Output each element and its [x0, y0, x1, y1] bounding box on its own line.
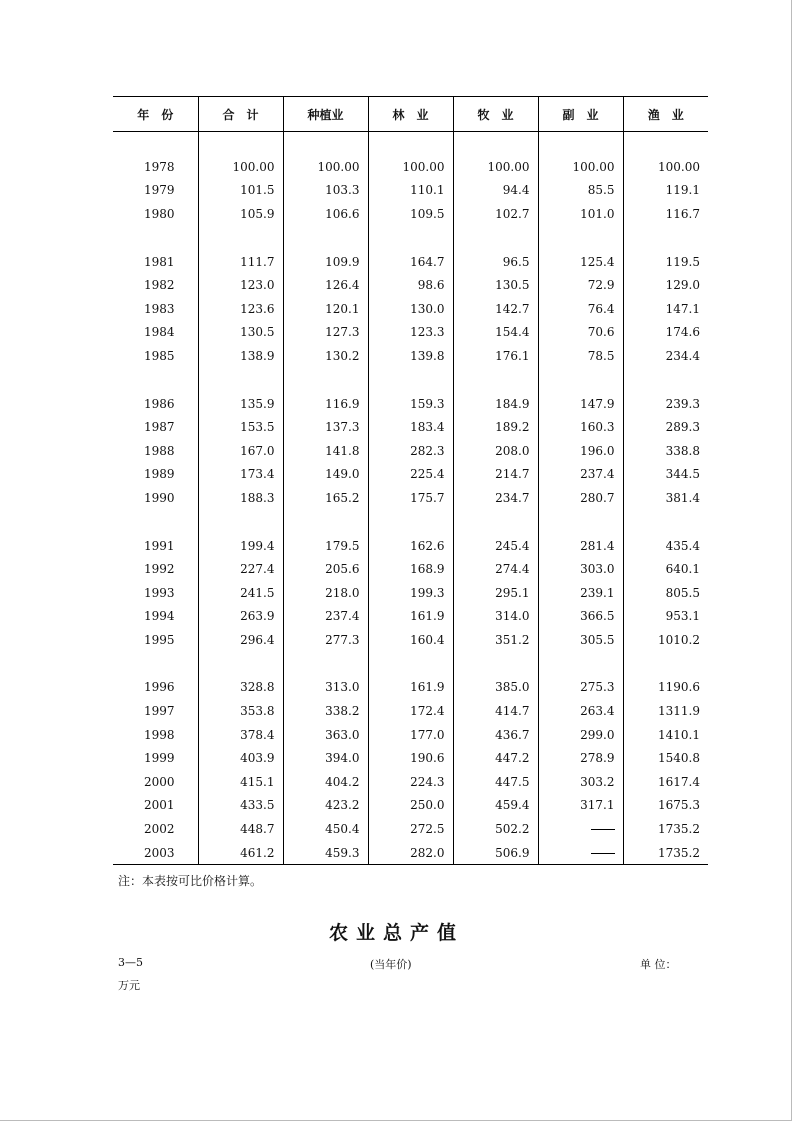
value-cell: 153.5	[198, 415, 283, 439]
table-row	[113, 179, 708, 203]
value-cell: 502.2	[453, 817, 538, 841]
year-cell: 1978	[143, 159, 175, 174]
value-cell: 239.1	[538, 581, 623, 605]
value-cell: 423.2	[283, 794, 368, 818]
column-header: 牧 业	[453, 97, 538, 132]
year-cell: 1998	[143, 727, 175, 742]
value-cell: 303.0	[538, 557, 623, 581]
value-cell: 164.7	[368, 250, 453, 274]
year-cell: 1990	[143, 490, 175, 505]
table-body	[113, 132, 708, 865]
table-row	[113, 486, 708, 510]
value-cell: 640.1	[623, 557, 708, 581]
table-row	[113, 817, 708, 841]
table-row	[113, 770, 708, 794]
column-header: 渔 业	[623, 97, 708, 132]
value-cell: 154.4	[453, 321, 538, 345]
value-cell: 303.2	[538, 770, 623, 794]
value-cell: 188.3	[198, 486, 283, 510]
value-cell: 127.3	[283, 321, 368, 345]
year-cell: 2001	[143, 798, 175, 813]
value-cell: 135.9	[198, 392, 283, 416]
group-spacer-row	[113, 368, 708, 392]
value-cell: 313.0	[283, 676, 368, 700]
value-cell: 147.9	[538, 392, 623, 416]
value-cell: 100.00	[368, 155, 453, 179]
value-cell: 296.4	[198, 628, 283, 652]
value-cell: 317.1	[538, 794, 623, 818]
value-cell: 130.0	[368, 297, 453, 321]
value-cell: 1735.2	[623, 817, 708, 841]
value-cell: 363.0	[283, 723, 368, 747]
value-cell: 274.4	[453, 557, 538, 581]
column-header: 合 计	[198, 97, 283, 132]
value-cell: 106.6	[283, 202, 368, 226]
group-spacer-row	[113, 652, 708, 676]
value-cell: 366.5	[538, 605, 623, 629]
value-cell: 109.5	[368, 202, 453, 226]
value-cell: 351.2	[453, 628, 538, 652]
table-row	[113, 415, 708, 439]
table-row	[113, 699, 708, 723]
group-spacer-row	[113, 510, 708, 534]
table-row	[113, 297, 708, 321]
value-cell: 338.2	[283, 699, 368, 723]
value-cell: 225.4	[368, 463, 453, 487]
value-cell: 130.5	[453, 273, 538, 297]
not-available-dash	[538, 817, 623, 841]
value-cell: 94.4	[453, 179, 538, 203]
value-cell: 435.4	[623, 534, 708, 558]
value-cell: 353.8	[198, 699, 283, 723]
value-cell: 142.7	[453, 297, 538, 321]
value-cell: 282.0	[368, 841, 453, 865]
table-row	[113, 746, 708, 770]
year-cell: 1981	[143, 254, 175, 269]
table-row	[113, 841, 708, 865]
table-row	[113, 557, 708, 581]
table-row	[113, 794, 708, 818]
value-cell: 241.5	[198, 581, 283, 605]
value-cell: 234.7	[453, 486, 538, 510]
year-cell: 1994	[143, 609, 175, 624]
year-cell: 1983	[143, 301, 175, 316]
year-cell: 1997	[143, 704, 175, 719]
group-spacer-row	[113, 132, 708, 156]
value-cell: 109.9	[283, 250, 368, 274]
table-row	[113, 155, 708, 179]
value-cell: 126.4	[283, 273, 368, 297]
value-cell: 100.00	[283, 155, 368, 179]
value-cell: 111.7	[198, 250, 283, 274]
value-cell: 160.4	[368, 628, 453, 652]
value-cell: 280.7	[538, 486, 623, 510]
year-cell: 1996	[143, 680, 175, 695]
table-row	[113, 605, 708, 629]
value-cell: 100.00	[453, 155, 538, 179]
value-cell: 100.00	[538, 155, 623, 179]
value-cell: 168.9	[368, 557, 453, 581]
price-basis: (当年价)	[370, 958, 412, 971]
table-row	[113, 581, 708, 605]
value-cell: 78.5	[538, 344, 623, 368]
value-cell: 1540.8	[623, 746, 708, 770]
value-cell: 147.1	[623, 297, 708, 321]
value-cell: 123.3	[368, 321, 453, 345]
table-note: 注：本表按可比价格计算。	[118, 874, 263, 888]
table-row	[113, 392, 708, 416]
table-row	[113, 463, 708, 487]
table-row	[113, 250, 708, 274]
value-cell: 103.3	[283, 179, 368, 203]
value-cell: 805.5	[623, 581, 708, 605]
value-cell: 141.8	[283, 439, 368, 463]
value-cell: 190.6	[368, 746, 453, 770]
value-cell: 76.4	[538, 297, 623, 321]
value-cell: 448.7	[198, 817, 283, 841]
value-cell: 218.0	[283, 581, 368, 605]
value-cell: 414.7	[453, 699, 538, 723]
value-cell: 1311.9	[623, 699, 708, 723]
table-row	[113, 273, 708, 297]
value-cell: 328.8	[198, 676, 283, 700]
value-cell: 116.7	[623, 202, 708, 226]
table-row	[113, 321, 708, 345]
value-cell: 436.7	[453, 723, 538, 747]
value-cell: 433.5	[198, 794, 283, 818]
value-cell: 105.9	[198, 202, 283, 226]
table-row	[113, 723, 708, 747]
value-cell: 227.4	[198, 557, 283, 581]
year-cell: 1999	[143, 751, 175, 766]
value-cell: 450.4	[283, 817, 368, 841]
value-cell: 161.9	[368, 605, 453, 629]
year-cell: 1991	[143, 538, 175, 553]
table-header-row	[113, 97, 708, 132]
table-row	[113, 344, 708, 368]
value-cell: 224.3	[368, 770, 453, 794]
year-cell: 1987	[143, 420, 175, 435]
value-cell: 85.5	[538, 179, 623, 203]
column-header: 种植业	[283, 97, 368, 132]
value-cell: 1735.2	[623, 841, 708, 865]
year-cell: 1985	[143, 348, 175, 363]
column-header: 年 份	[113, 97, 198, 132]
value-cell: 394.0	[283, 746, 368, 770]
value-cell: 199.4	[198, 534, 283, 558]
section-title: 农业总产值	[328, 922, 464, 944]
value-cell: 305.5	[538, 628, 623, 652]
value-cell: 101.5	[198, 179, 283, 203]
value-cell: 447.5	[453, 770, 538, 794]
value-cell: 101.0	[538, 202, 623, 226]
value-cell: 344.5	[623, 463, 708, 487]
year-cell: 1982	[143, 278, 175, 293]
value-cell: 161.9	[368, 676, 453, 700]
value-cell: 1675.3	[623, 794, 708, 818]
agricultural-index-table	[113, 96, 708, 865]
value-cell: 96.5	[453, 250, 538, 274]
year-cell: 2000	[143, 774, 175, 789]
value-cell: 167.0	[198, 439, 283, 463]
value-cell: 237.4	[538, 463, 623, 487]
value-cell: 130.5	[198, 321, 283, 345]
value-cell: 385.0	[453, 676, 538, 700]
table-row	[113, 534, 708, 558]
value-cell: 208.0	[453, 439, 538, 463]
value-cell: 404.2	[283, 770, 368, 794]
value-cell: 196.0	[538, 439, 623, 463]
value-cell: 130.2	[283, 344, 368, 368]
value-cell: 277.3	[283, 628, 368, 652]
value-cell: 177.0	[368, 723, 453, 747]
value-cell: 176.1	[453, 344, 538, 368]
value-cell: 338.8	[623, 439, 708, 463]
value-cell: 378.4	[198, 723, 283, 747]
value-cell: 263.4	[538, 699, 623, 723]
value-cell: 263.9	[198, 605, 283, 629]
table-row	[113, 439, 708, 463]
value-cell: 139.8	[368, 344, 453, 368]
year-cell: 1993	[143, 585, 175, 600]
value-cell: 250.0	[368, 794, 453, 818]
value-cell: 137.3	[283, 415, 368, 439]
value-cell: 1190.6	[623, 676, 708, 700]
value-cell: 239.3	[623, 392, 708, 416]
value-cell: 415.1	[198, 770, 283, 794]
value-cell: 119.1	[623, 179, 708, 203]
value-cell: 120.1	[283, 297, 368, 321]
value-cell: 278.9	[538, 746, 623, 770]
table-row	[113, 676, 708, 700]
unit-label: 单 位：	[640, 958, 677, 971]
value-cell: 129.0	[623, 273, 708, 297]
year-cell: 2003	[113, 841, 198, 865]
value-cell: 214.7	[453, 463, 538, 487]
value-cell: 172.4	[368, 699, 453, 723]
value-cell: 110.1	[368, 179, 453, 203]
value-cell: 275.3	[538, 676, 623, 700]
table-row	[113, 628, 708, 652]
value-cell: 160.3	[538, 415, 623, 439]
value-cell: 461.2	[198, 841, 283, 865]
value-cell: 183.4	[368, 415, 453, 439]
value-cell: 234.4	[623, 344, 708, 368]
value-cell: 138.9	[198, 344, 283, 368]
value-cell: 1410.1	[623, 723, 708, 747]
value-cell: 100.00	[623, 155, 708, 179]
table-row	[113, 202, 708, 226]
value-cell: 179.5	[283, 534, 368, 558]
value-cell: 289.3	[623, 415, 708, 439]
year-cell: 2002	[143, 822, 175, 837]
year-cell: 1988	[143, 443, 175, 458]
value-cell: 123.0	[198, 273, 283, 297]
value-cell: 116.9	[283, 392, 368, 416]
value-cell: 459.3	[283, 841, 368, 865]
value-cell: 100.00	[198, 155, 283, 179]
year-cell: 1989	[143, 467, 175, 482]
value-cell: 184.9	[453, 392, 538, 416]
year-cell: 1984	[143, 325, 175, 340]
value-cell: 1617.4	[623, 770, 708, 794]
value-cell: 189.2	[453, 415, 538, 439]
year-cell: 1979	[143, 183, 175, 198]
value-cell: 199.3	[368, 581, 453, 605]
column-header: 副 业	[538, 97, 623, 132]
value-cell: 72.9	[538, 273, 623, 297]
value-cell: 149.0	[283, 463, 368, 487]
year-cell: 1980	[143, 206, 175, 221]
value-cell: 272.5	[368, 817, 453, 841]
value-cell: 245.4	[453, 534, 538, 558]
value-cell: 295.1	[453, 581, 538, 605]
year-cell: 1995	[143, 632, 175, 647]
value-cell: 281.4	[538, 534, 623, 558]
value-cell: 165.2	[283, 486, 368, 510]
value-cell: 447.2	[453, 746, 538, 770]
value-cell: 506.9	[453, 841, 538, 865]
value-cell: 162.6	[368, 534, 453, 558]
table-number: 3—5	[118, 956, 143, 969]
year-cell: 1992	[143, 562, 175, 577]
value-cell: 403.9	[198, 746, 283, 770]
value-cell: 1010.2	[623, 628, 708, 652]
value-cell: 98.6	[368, 273, 453, 297]
value-cell: 205.6	[283, 557, 368, 581]
value-cell: 299.0	[538, 723, 623, 747]
group-spacer-row	[113, 226, 708, 250]
value-cell: 282.3	[368, 439, 453, 463]
value-cell: 173.4	[198, 463, 283, 487]
value-cell: 381.4	[623, 486, 708, 510]
value-cell: 175.7	[368, 486, 453, 510]
unit-value: 万元	[118, 979, 140, 992]
column-header: 林 业	[368, 97, 453, 132]
value-cell: 123.6	[198, 297, 283, 321]
value-cell: 174.6	[623, 321, 708, 345]
value-cell: 125.4	[538, 250, 623, 274]
value-cell: 459.4	[453, 794, 538, 818]
value-cell: 953.1	[623, 605, 708, 629]
value-cell: 102.7	[453, 202, 538, 226]
value-cell: 237.4	[283, 605, 368, 629]
value-cell: 314.0	[453, 605, 538, 629]
value-cell: 119.5	[623, 250, 708, 274]
value-cell: 70.6	[538, 321, 623, 345]
year-cell: 1986	[143, 396, 175, 411]
not-available-dash	[538, 841, 623, 865]
value-cell: 159.3	[368, 392, 453, 416]
